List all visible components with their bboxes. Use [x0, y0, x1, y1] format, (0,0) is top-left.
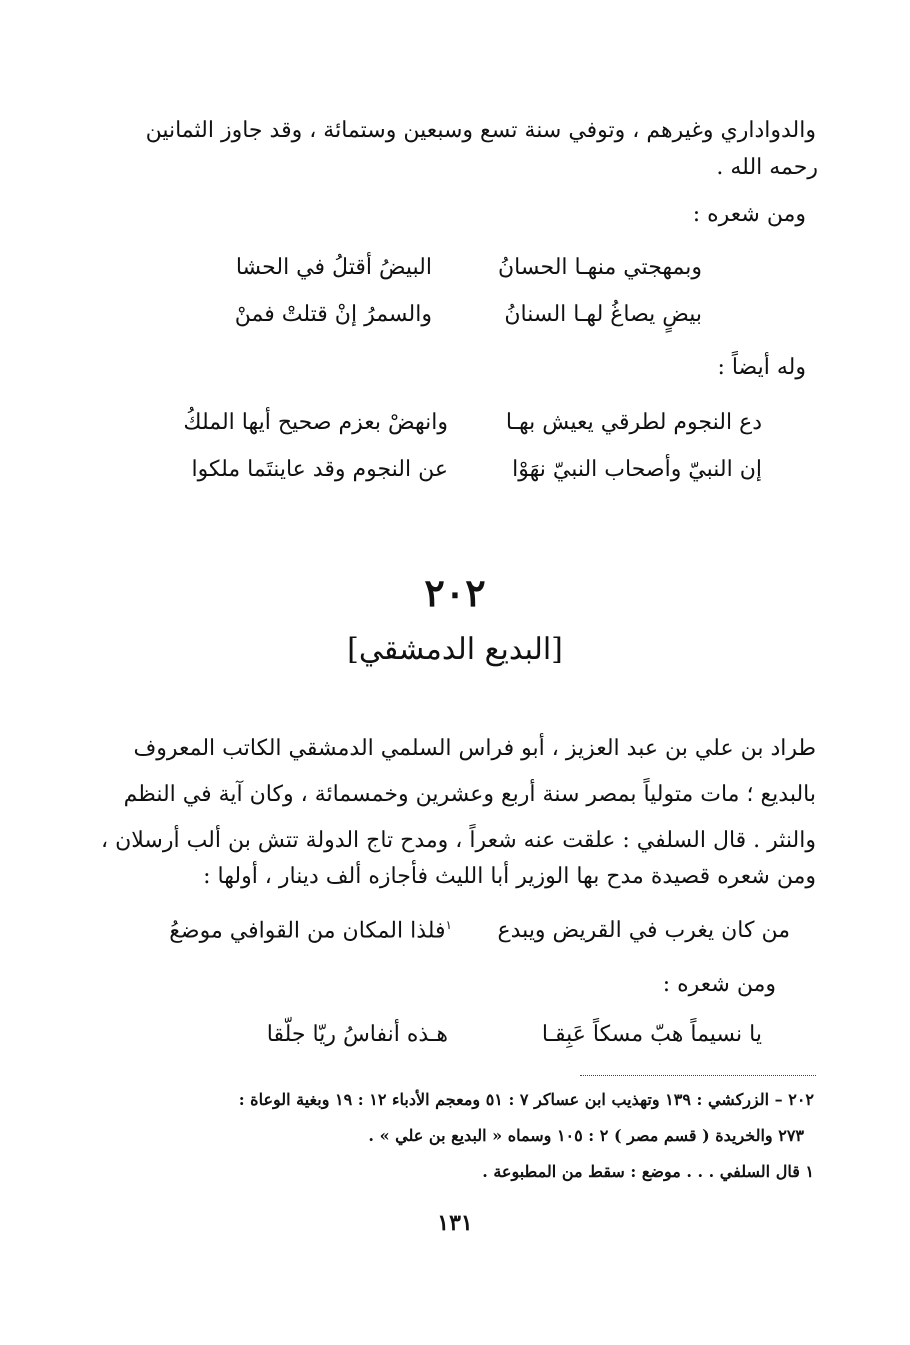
text-line: والدواداري وغيرهم ، وتوفي سنة تسع وسبعين وستمائة ، وقد جاوز الثمانين [145, 118, 816, 143]
poem-intro: ومن شعره : [692, 202, 806, 227]
verse-hemistich-left: هـذه أنفاسُ ريّا جلّقا [266, 1022, 448, 1047]
footnote: ٢٠٢ – الزركشي : ١٣٩ وتهذيب ابن عساكر ٧ : ٥١ ومعجم الأدباء ١٢ : ١٩ وبغية الوعاة : [238, 1090, 814, 1109]
text-line: ومن شعره قصيدة مدح بها الوزير أبا الليث فأجازه ألف دينار ، أولها : [203, 864, 816, 889]
verse-hemistich-left: وانهضْ بعزم صحيح أيها الملكُ [183, 410, 448, 435]
poem-intro: ومن شعره : [662, 972, 776, 997]
entry-title: [البديع الدمشقي] [347, 632, 563, 667]
verse-hemistich-right: والسمرُ إنْ قتلتْ فمنْ [234, 302, 432, 327]
footnote: ١ قال السلفي . . . موضع : سقط من المطبوعة . [482, 1162, 814, 1181]
verse-hemistich-left: وبمهجتي منهـا الحسانُ [498, 255, 702, 280]
footnote-separator [580, 1075, 816, 1076]
page-number: ١٣١ [437, 1210, 473, 1236]
text-line: طراد بن علي بن عبد العزيز ، أبو فراس السلمي الدمشقي الكاتب المعروف [133, 736, 816, 761]
footnote: ٢٧٣ والخريدة ( قسم مصر ) ٢ : ١٠٥ وسماه « البديع بن علي » . [368, 1126, 804, 1145]
verse-hemistich-left [169, 918, 452, 943]
footnote-marker: ١ [445, 918, 452, 932]
verse-hemistich-right: إن النبيّ وأصحاب النبيّ نهَوْا [512, 457, 762, 482]
text-line: بالبديع ؛ مات متولياً بمصر سنة أربع وعشرين وخمسمائة ، وكان آية في النظم [123, 782, 816, 807]
verse-hemistich-right: يا نسيماً هبّ مسكاً عَبِقـا [541, 1022, 762, 1047]
verse-hemistich-left: عن النجوم وقد عاينتَما ملكوا [191, 457, 448, 482]
verse-hemistich-right: من كان يغرب في القريض ويبدع [497, 918, 790, 943]
entry-number: ٢٠٢ [424, 570, 486, 615]
verse-hemistich-right: دع النجوم لطرقي يعيش بهـا [505, 410, 762, 435]
verse-hemistich-left-text: فلذا المكان من القوافي موضعُ [169, 918, 446, 944]
poem-intro: وله أيضاً : [717, 355, 806, 380]
verse-hemistich-right: البيضُ أقتلُ في الحشا [235, 255, 432, 280]
text-line: والنثر . قال السلفي : علقت عنه شعراً ، ومدح تاج الدولة تتش بن ألب أرسلان ، [101, 828, 816, 853]
verse-hemistich-left: بيضٍ يصاغُ لهـا السنانُ [504, 302, 702, 327]
text-line: رحمه الله . [716, 155, 818, 180]
